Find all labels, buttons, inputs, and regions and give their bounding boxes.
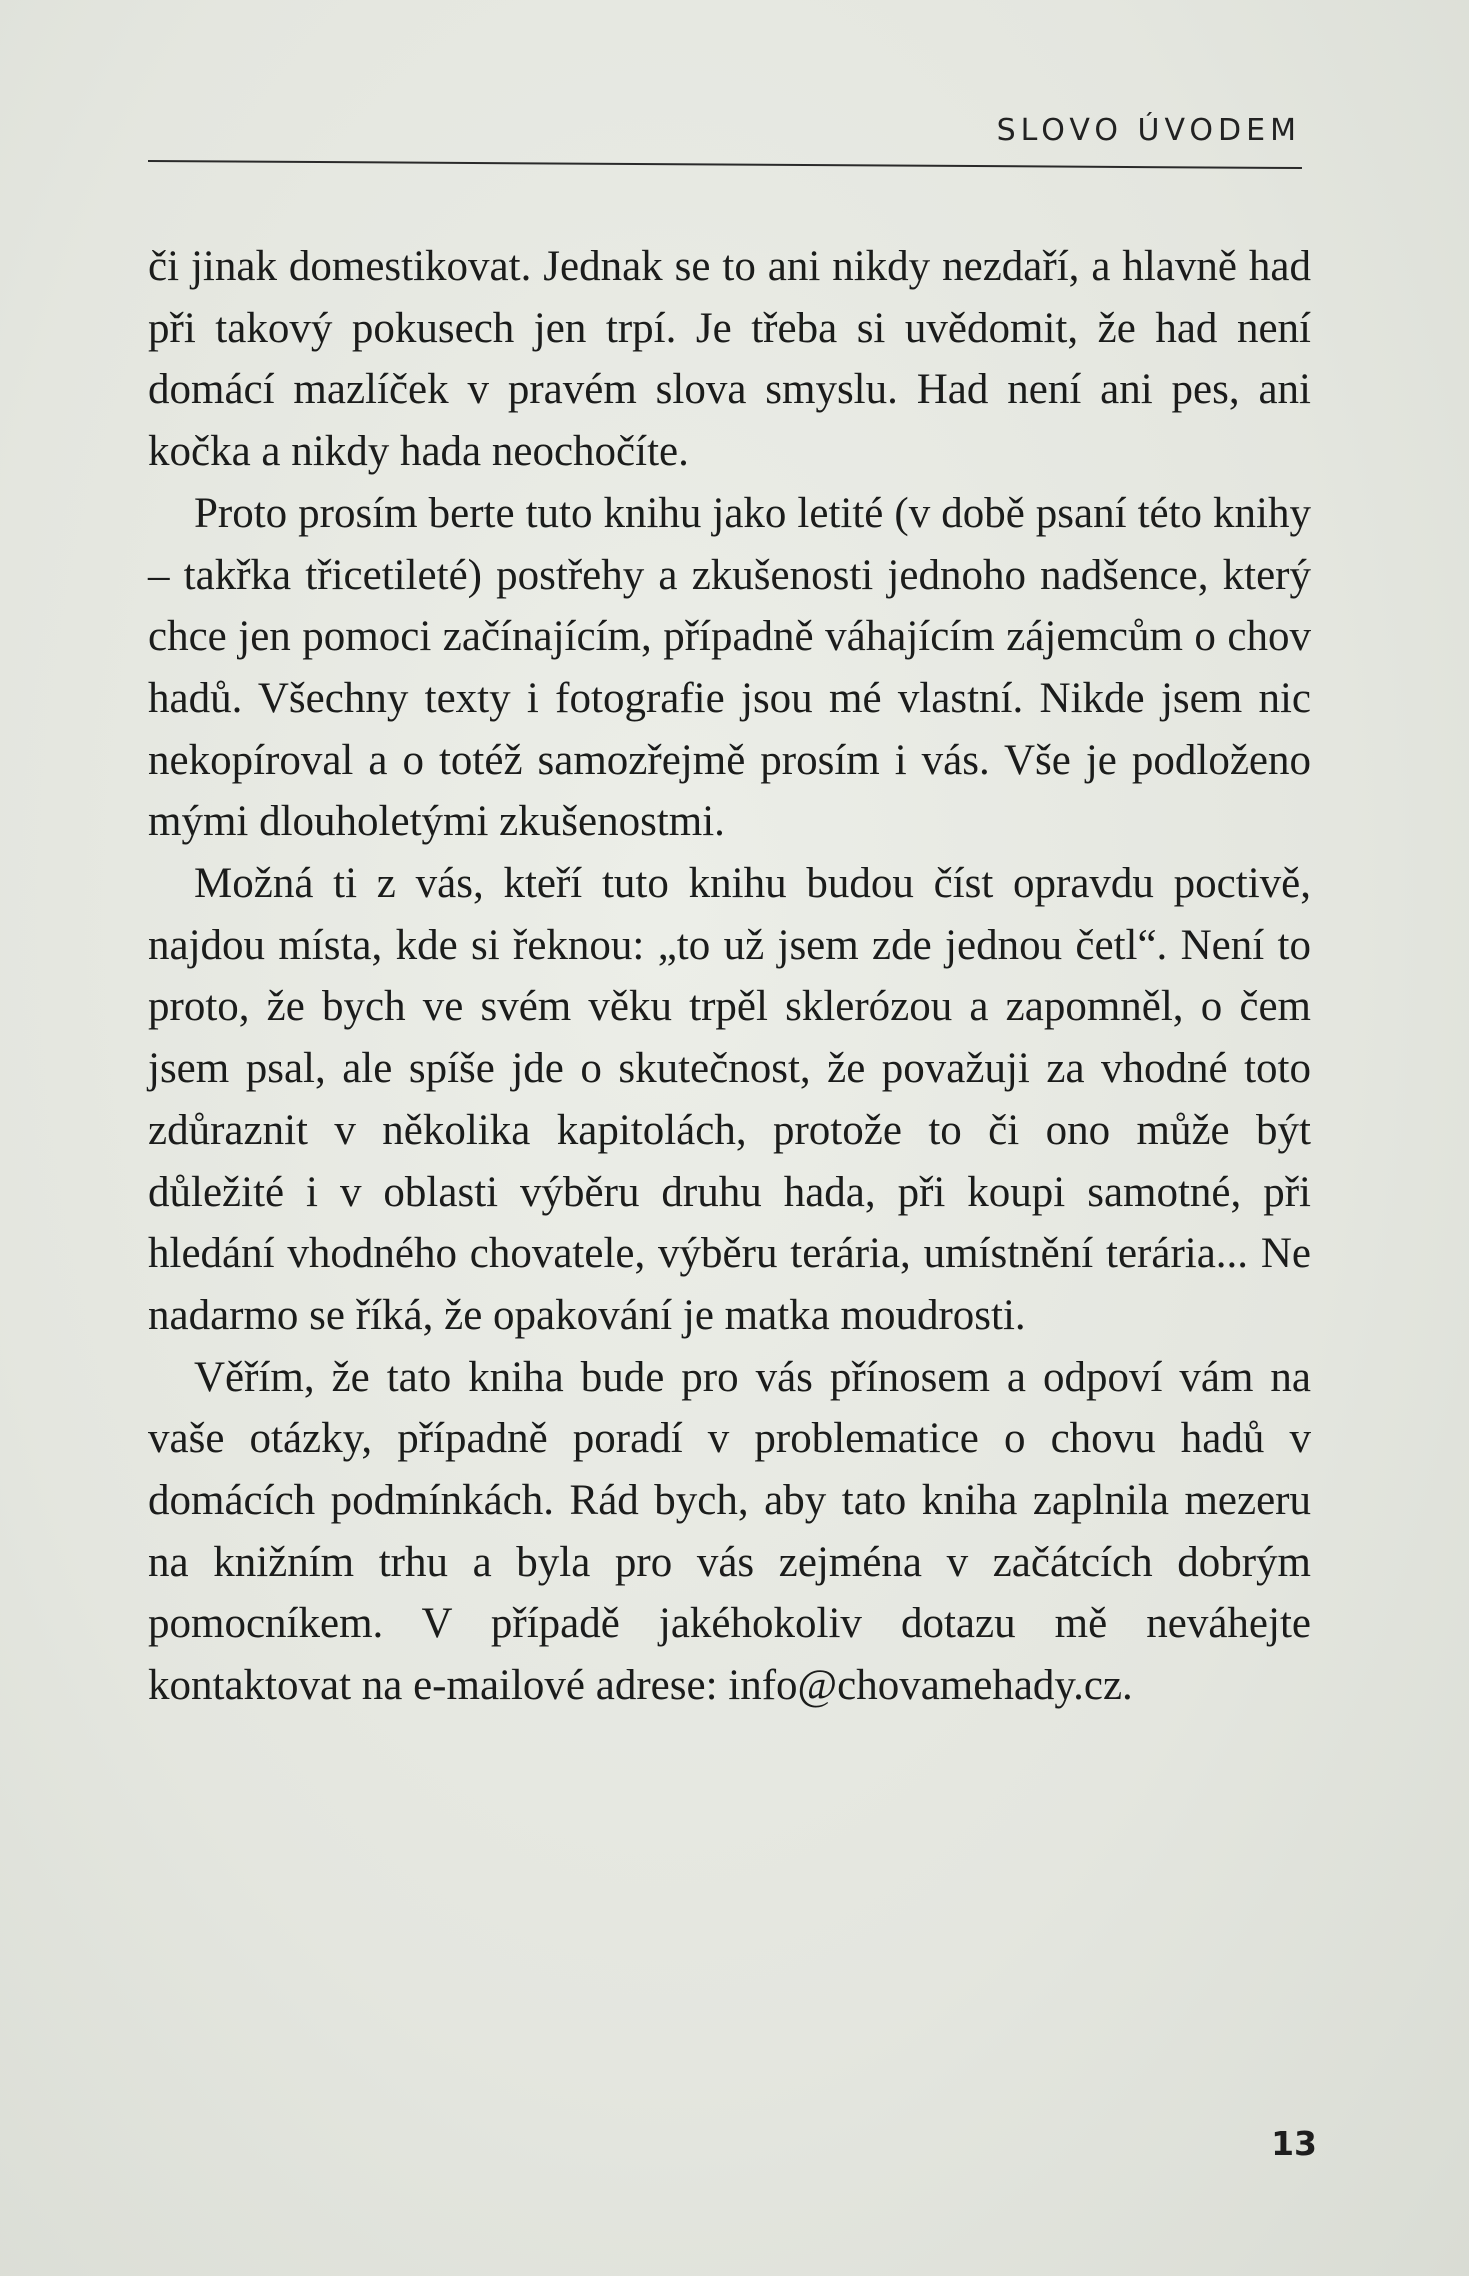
paragraph: Věřím, že tato kniha bude pro vás přínosem a odpoví vám na vaše otázky, případně poradí v problematice o chovu hadů v domácích podmínkách. Rád bych, aby tato kniha zaplnila mezeru na knižním trhu a byla pro vás zejména v začátcích dobrým pomocníkem. V případě jakéhokoliv dotazu mě neváhejte kontaktovat na e-mailové adrese: info@chovamehady.cz. bbox=[148, 1353, 1311, 1710]
paragraph: Možná ti z vás, kteří tuto knihu budou číst opravdu poctivě, najdou místa, kde si řeknou: „to už jsem zde jednou četl“. Není to proto, že bych ve svém věku trpěl sklerózou a zapomněl, o čem jsem psal, ale spíše jde o skutečnost, že považuji za vhodné toto zdůraznit v několika kapitolách, protože to či ono může být důležité i v oblasti výběru druhu hada, při koupi samotné, při hledání vhodného chovatele, výběru terária, umístnění terária... Ne nadarmo se říká, že opakování je matka moudrosti. bbox=[148, 860, 1311, 1339]
running-head: SLOVO ÚVODEM bbox=[996, 113, 1301, 148]
paragraph-continuation: či jinak domestikovat. Jednak se to ani nikdy nezdaří, a hlavně had při takový pokusech jen trpí. Je třeba si uvědomit, že had není domácí mazlíček v pravém slova smyslu. Had není ani pes, ani kočka a nikdy hada neochočíte. bbox=[148, 243, 1311, 476]
paragraph: Proto prosím berte tuto knihu jako letité (v době psaní této knihy – takřka třicetileté) postřehy a zkušenosti jednoho nadšence, který chce jen pomoci začínajícím, případně váhajícím zájemcům o chov hadů. Všechny texty i fotografie jsou mé vlastní. Nikde jsem nic nekopíroval a o totéž samozřejmě prosím i vás. Vše je podloženo mými dlouholetými zkušenostmi. bbox=[148, 489, 1311, 846]
header-rule bbox=[148, 160, 1302, 169]
page-number: 13 bbox=[1271, 2124, 1317, 2163]
body-text bbox=[148, 236, 1311, 1717]
